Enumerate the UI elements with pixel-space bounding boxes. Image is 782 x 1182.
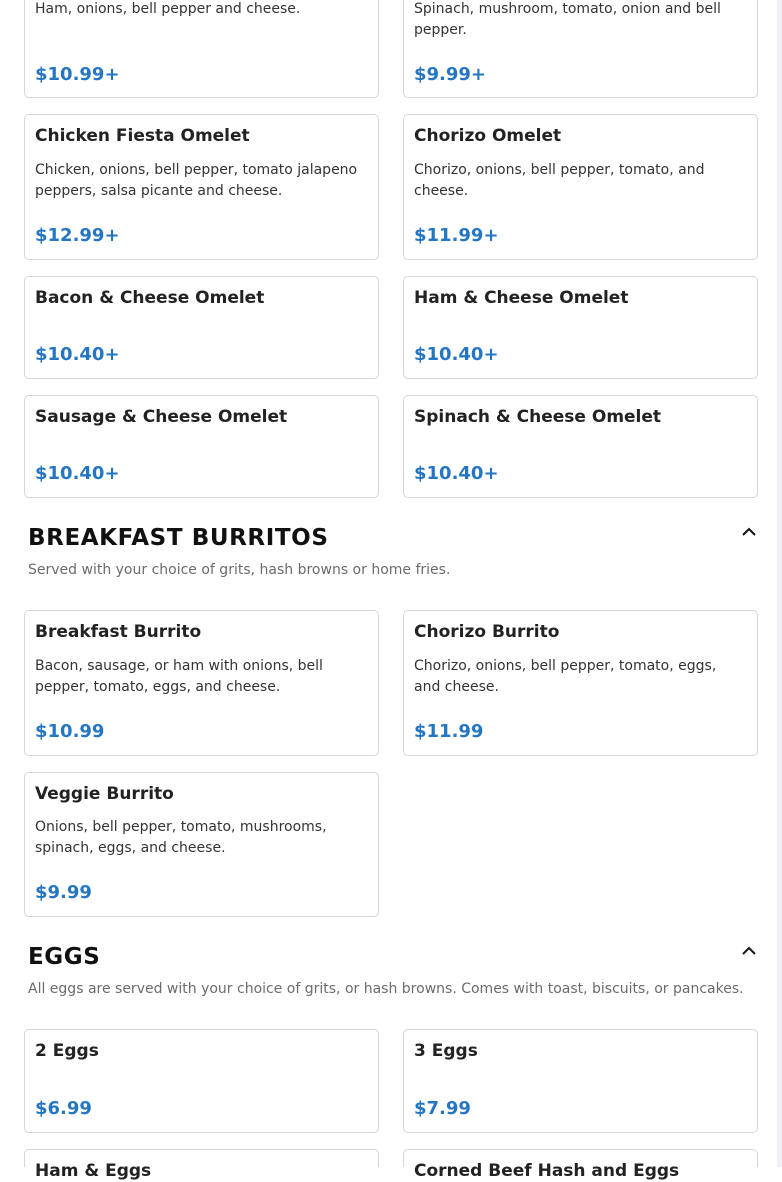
- menu-item-description: Chicken, onions, bell pepper, tomato jalapeno peppers, salsa picante and cheese.: [35, 162, 358, 199]
- menu-item-card[interactable]: [24, 395, 379, 498]
- menu-item-card[interactable]: [24, 114, 379, 260]
- menu-item-price: $10.40+: [35, 344, 120, 365]
- menu-item-description: Bacon, sausage, or ham with onions, bell pepper, tomato, eggs, and cheese.: [35, 658, 323, 695]
- menu-item-card[interactable]: [24, 1029, 379, 1133]
- menu-item-card[interactable]: [403, 1149, 758, 1181]
- menu-item-name: Ham & Cheese Omelet: [414, 288, 629, 308]
- menu-item-name: Veggie Burrito: [35, 784, 174, 804]
- menu-item-card[interactable]: [24, 276, 379, 379]
- menu-item-name: Chorizo Omelet: [414, 126, 562, 146]
- chevron-up-icon[interactable]: [740, 944, 758, 958]
- menu-item-name: Spinach & Cheese Omelet: [414, 407, 662, 427]
- menu-item-name: Ham & Eggs: [35, 1161, 152, 1181]
- section-title: EGGS: [28, 944, 101, 970]
- menu-item-description: Chorizo, onions, bell pepper, tomato, and cheese.: [414, 162, 705, 199]
- menu-item-description: Ham, onions, bell pepper and cheese.: [35, 1, 301, 17]
- menu-item-name: Bacon & Cheese Omelet: [35, 288, 265, 308]
- menu-item-name: Chicken Fiesta Omelet: [35, 126, 250, 146]
- menu-item-card[interactable]: [24, 772, 379, 917]
- menu-item-card[interactable]: [403, 114, 758, 260]
- menu-item-price: $10.40+: [35, 463, 120, 484]
- chevron-up-icon[interactable]: [740, 525, 758, 539]
- menu-item-card[interactable]: [403, 395, 758, 498]
- menu-item-description: Onions, bell pepper, tomato, mushrooms, spinach, eggs, and cheese.: [35, 819, 327, 856]
- menu-item-price: $10.40+: [414, 463, 499, 484]
- menu-item-name: Corned Beef Hash and Eggs: [414, 1161, 680, 1181]
- menu-item-price: $11.99: [414, 721, 484, 742]
- menu-item-card[interactable]: [24, 1149, 379, 1181]
- menu-item-price: $10.99: [35, 721, 105, 742]
- menu-item-name: 2 Eggs: [35, 1041, 99, 1061]
- menu-item-name: 3 Eggs: [414, 1041, 478, 1061]
- menu-item-price: $6.99: [35, 1098, 92, 1119]
- menu-item-name: Sausage & Cheese Omelet: [35, 407, 288, 427]
- menu-item-price: $11.99+: [414, 225, 499, 246]
- section-subtitle: Served with your choice of grits, hash browns or home fries.: [28, 562, 451, 578]
- menu-item-name: Breakfast Burrito: [35, 622, 202, 642]
- menu-item-card[interactable]: [403, 1029, 758, 1133]
- menu-item-card[interactable]: [403, 610, 758, 756]
- menu-item-price: $9.99: [35, 882, 92, 903]
- menu-item-name: Chorizo Burrito: [414, 622, 560, 642]
- menu-item-price: $10.40+: [414, 344, 499, 365]
- section-subtitle: All eggs are served with your choice of grits, or hash browns. Comes with toast, biscuits, or pancakes.: [28, 981, 744, 997]
- menu-item-card[interactable]: [24, 0, 379, 98]
- menu-item-card[interactable]: [403, 0, 758, 98]
- menu-item-description: Chorizo, onions, bell pepper, tomato, eggs, and cheese.: [414, 658, 717, 695]
- menu-item-card[interactable]: [24, 610, 379, 756]
- menu-item-price: $9.99+: [414, 64, 487, 85]
- scrollbar-track[interactable]: [777, 0, 782, 1167]
- menu-item-price: $10.99+: [35, 64, 120, 85]
- section-title: BREAKFAST BURRITOS: [28, 525, 329, 551]
- menu-item-price: $12.99+: [35, 225, 120, 246]
- menu-item-price: $7.99: [414, 1098, 471, 1119]
- menu-item-card[interactable]: [403, 276, 758, 379]
- menu-item-description: Spinach, mushroom, tomato, onion and bell pepper.: [414, 1, 721, 38]
